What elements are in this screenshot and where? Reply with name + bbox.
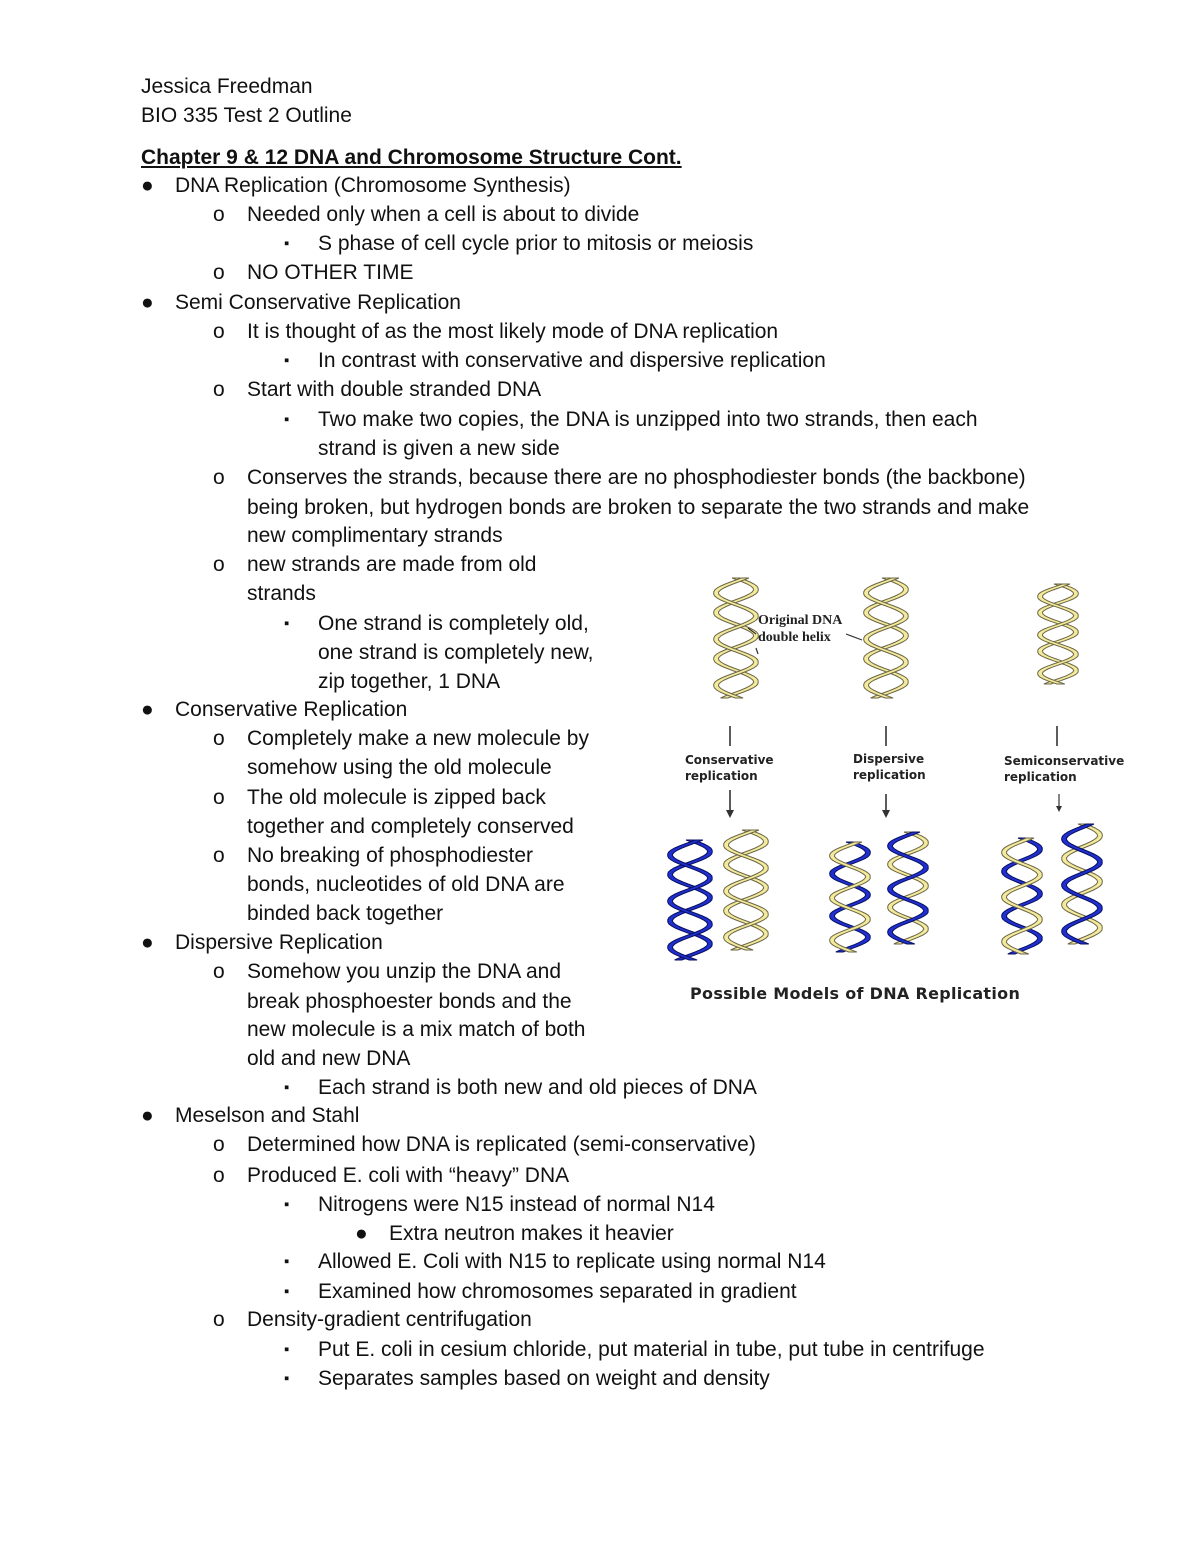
down-arrow-icon	[882, 794, 890, 818]
bullet-marker: ▪	[284, 1283, 290, 1300]
label-pointer-line	[846, 634, 862, 640]
list-item-text: Meselson and Stahl	[175, 1104, 360, 1127]
list-item-text: Each strand is both new and old pieces of DNA	[318, 1076, 757, 1099]
bullet-marker: o	[213, 466, 225, 489]
list-item-continuation: new complimentary strands	[247, 524, 503, 547]
list-item-continuation: break phosphoester bonds and the	[247, 990, 572, 1013]
list-item-text: Produced E. coli with “heavy” DNA	[247, 1164, 570, 1187]
list-item-text: NO OTHER TIME	[247, 261, 414, 284]
bullet-marker: o	[213, 1308, 225, 1331]
author-name: Jessica Freedman	[141, 75, 313, 98]
figure-caption: Possible Models of DNA Replication	[690, 984, 1021, 1003]
list-item-text: Dispersive Replication	[175, 931, 383, 954]
original-dna-label: Original DNA	[758, 613, 843, 628]
list-item-text: One strand is completely old,	[318, 612, 589, 635]
list-item-text: Nitrogens were N15 instead of normal N14	[318, 1193, 715, 1216]
list-item-text: In contrast with conservative and dispersive replication	[318, 349, 826, 372]
list-item-continuation: new molecule is a mix match of both	[247, 1018, 586, 1041]
bullet-marker: ▪	[284, 1253, 290, 1270]
bullet-marker: o	[213, 1164, 225, 1187]
down-arrow-icon	[726, 790, 734, 818]
list-item-text: S phase of cell cycle prior to mitosis or meiosis	[318, 232, 754, 255]
bullet-marker: ▪	[284, 235, 290, 252]
list-item-text: Examined how chromosomes separated in gradient	[318, 1280, 797, 1303]
bullet-marker: ▪	[284, 1196, 290, 1213]
dispersive-label: replication	[853, 768, 926, 782]
bullet-marker: ▪	[284, 1341, 290, 1358]
list-item-continuation: together and completely conserved	[247, 815, 574, 838]
list-item-text: The old molecule is zipped back	[247, 786, 546, 809]
bullet-marker: ▪	[284, 411, 290, 428]
chapter-heading: Chapter 9 & 12 DNA and Chromosome Structure Cont.	[141, 146, 682, 169]
list-item-text: DNA Replication (Chromosome Synthesis)	[175, 174, 571, 197]
list-item-continuation: being broken, but hydrogen bonds are broken to separate the two strands and make	[247, 496, 1030, 519]
semiconservative-label: Semiconservative	[1004, 754, 1125, 768]
dna-replication-figure	[650, 568, 1130, 1008]
list-item-continuation: bonds, nucleotides of old DNA are	[247, 873, 565, 896]
list-item-text: Semi Conservative Replication	[175, 291, 461, 314]
list-item-continuation: one strand is completely new,	[318, 641, 594, 664]
semiconservative-label: replication	[1004, 770, 1077, 784]
bullet-marker: o	[213, 378, 225, 401]
list-item-text: No breaking of phosphodiester	[247, 844, 534, 867]
list-item-continuation: strands	[247, 582, 316, 605]
bullet-marker: ●	[141, 1104, 154, 1127]
list-item-continuation: zip together, 1 DNA	[318, 670, 501, 693]
list-item-text: Start with double stranded DNA	[247, 378, 542, 401]
bullet-marker: o	[213, 960, 225, 983]
down-arrow-icon	[1056, 794, 1062, 812]
label-pointer-line	[756, 648, 758, 654]
bullet-marker: o	[213, 320, 225, 343]
bullet-marker: o	[213, 553, 225, 576]
list-item-text: Determined how DNA is replicated (semi-conservative)	[247, 1133, 756, 1156]
bullet-marker: ▪	[284, 615, 290, 632]
list-item-text: new strands are made from old	[247, 553, 537, 576]
bullet-marker: o	[213, 261, 225, 284]
list-item-text: Density-gradient centrifugation	[247, 1308, 532, 1331]
dispersive-label: Dispersive	[853, 752, 925, 766]
bullet-marker: ▪	[284, 1079, 290, 1096]
list-item-continuation: somehow using the old molecule	[247, 756, 552, 779]
bullet-marker: o	[213, 1133, 225, 1156]
list-item-text: Allowed E. Coli with N15 to replicate using normal N14	[318, 1250, 826, 1273]
list-item-text: Needed only when a cell is about to divide	[247, 203, 640, 226]
list-item-continuation: strand is given a new side	[318, 437, 560, 460]
bullet-marker: ▪	[284, 1370, 290, 1387]
list-item-text: Somehow you unzip the DNA and	[247, 960, 562, 983]
bullet-marker: ●	[141, 174, 154, 197]
bullet-marker: o	[213, 203, 225, 226]
bullet-marker: o	[213, 844, 225, 867]
original-dna-label: double helix	[758, 630, 831, 645]
list-item-text: Conserves the strands, because there are no phosphodiester bonds (the backbone)	[247, 466, 1026, 489]
list-item-text: Conservative Replication	[175, 698, 408, 721]
bullet-marker: ●	[355, 1222, 368, 1245]
bullet-marker: ●	[141, 291, 154, 314]
list-item-continuation: binded back together	[247, 902, 444, 925]
list-item-text: Extra neutron makes it heavier	[389, 1222, 674, 1245]
list-item-text: Separates samples based on weight and density	[318, 1367, 770, 1390]
list-item-text: Put E. coli in cesium chloride, put material in tube, put tube in centrifuge	[318, 1338, 985, 1361]
conservative-label: replication	[685, 769, 758, 783]
dna-helix-illustration	[650, 568, 1130, 1008]
bullet-marker: ●	[141, 698, 154, 721]
bullet-marker: ▪	[284, 352, 290, 369]
list-item-text: Two make two copies, the DNA is unzipped into two strands, then each	[318, 408, 978, 431]
bullet-marker: o	[213, 786, 225, 809]
list-item-text: It is thought of as the most likely mode of DNA replication	[247, 320, 779, 343]
list-item-continuation: old and new DNA	[247, 1047, 411, 1070]
bullet-marker: o	[213, 727, 225, 750]
bullet-marker: ●	[141, 931, 154, 954]
list-item-text: Completely make a new molecule by	[247, 727, 589, 750]
conservative-label: Conservative	[685, 753, 774, 767]
course-title: BIO 335 Test 2 Outline	[141, 104, 352, 127]
